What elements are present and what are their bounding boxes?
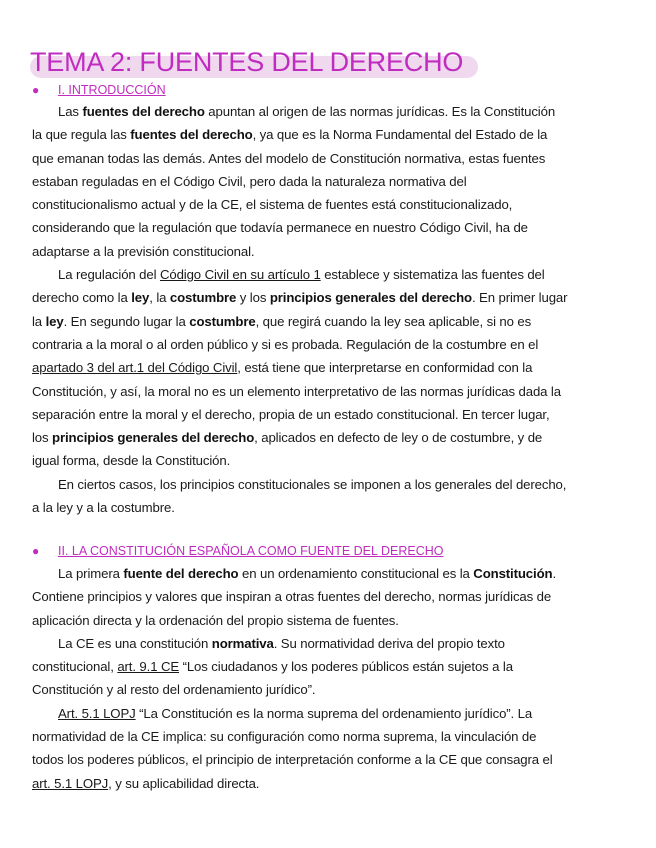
- text-line: a la ley y a la costumbre.: [32, 500, 175, 516]
- text-line: la que regula las fuentes del derecho, ya que es la Norma Fundamental del Estado de la: [32, 127, 548, 143]
- text-line: adaptarse a la previsión constitucional.: [32, 243, 255, 259]
- text-line: constitucionalismo actual y de la CE, el sistema de fuentes está constitucionalizado,: [32, 197, 513, 213]
- intro-text-block: [32, 100, 632, 519]
- text-line: los principios generales del derecho, aplicados en defecto de ley o de costumbre, y de: [32, 430, 543, 446]
- text-line: separación entre la moral y el derecho, propia de un estado constitucional. En tercer lugar,: [32, 406, 550, 422]
- legal-reference: apartado 3 del art.1 del Código Civil: [32, 360, 238, 376]
- legal-reference: art. 5.1 LOPJ: [32, 775, 109, 791]
- section-title: II. LA CONSTITUCIÓN ESPAÑOLA COMO FUENTE DEL DERECHO: [58, 544, 444, 558]
- text-line: que emanan todas las demás. Antes del modelo de Constitución normativa, estas fuentes: [32, 150, 546, 166]
- text-line: La CE es una constitución normativa. Su normatividad deriva del propio texto: [58, 635, 505, 651]
- text-line: La regulación del Código Civil en su artículo 1 establece y sistematiza las fuentes del: [58, 267, 545, 283]
- section-heading-constitucion: [32, 543, 443, 559]
- legal-reference: Art. 5.1 LOPJ: [58, 705, 136, 721]
- bullet-icon: ●: [32, 83, 40, 97]
- text-line: la ley. En segundo lugar la costumbre, que regirá cuando la ley sea aplicable, si no es: [32, 313, 532, 329]
- text-line: apartado 3 del art.1 del Código Civil, está tiene que interpretarse en conformidad con la: [32, 360, 533, 376]
- text-line: art. 5.1 LOPJ, y su aplicabilidad directa.: [32, 775, 260, 791]
- text-line: Las fuentes del derecho apuntan al origen de las normas jurídicas. Es la Constitución: [58, 104, 556, 119]
- text-line: normatividad de la CE implica: su configuración como norma suprema, la vinculación de: [32, 729, 537, 745]
- text-line: constitucional, art. 9.1 CE “Los ciudadanos y los poderes públicos están sujetos a la: [32, 659, 513, 675]
- text-line: considerando que la regulación que todavía permanece en nuestro Código Civil, ha de: [32, 220, 528, 236]
- text-line: Constitución y al resto del ordenamiento jurídico”.: [32, 682, 316, 698]
- text-line: Contiene principios y valores que inspiran a otras fuentes del derecho, normas jurídicas de: [32, 589, 552, 605]
- bullet-icon: ●: [32, 544, 40, 558]
- text-line: contraria a la moral o al orden público y si es probada. Regulación de la costumbre en el: [32, 336, 539, 352]
- legal-reference: art. 9.1 CE: [117, 659, 180, 675]
- section-title: I. INTRODUCCIÓN: [58, 83, 166, 97]
- constitution-text-block: [32, 562, 632, 795]
- text-line: todos los poderes públicos, el principio de interpretación conforme a la CE que consagra el: [32, 752, 553, 768]
- text-line: igual forma, desde la Constitución.: [32, 453, 231, 469]
- text-line: aplicación directa y la ordenación del propio sistema de fuentes.: [32, 612, 399, 628]
- title-block: [30, 46, 463, 78]
- text-line: En ciertos casos, los principios constitucionales se imponen a los generales del derecho,: [58, 476, 567, 492]
- legal-reference: Código Civil en su artículo 1: [159, 267, 321, 283]
- text-line: estaban reguladas en el Código Civil, pero dada la naturaleza normativa del: [32, 173, 467, 189]
- page-title: TEMA 2: FUENTES DEL DERECHO: [30, 47, 464, 77]
- text-line: Art. 5.1 LOPJ “La Constitución es la norma suprema del ordenamiento jurídico”. La: [58, 705, 533, 721]
- text-line: derecho como la ley, la costumbre y los principios generales del derecho. En primer lugar: [32, 290, 568, 306]
- text-line: Constitución, y así, la moral no es un elemento interpretativo de las normas jurídicas dada la: [32, 383, 561, 399]
- text-line: La primera fuente del derecho en un ordenamiento constitucional es la Constitución.: [58, 566, 556, 581]
- section-heading-introduccion: [32, 82, 166, 98]
